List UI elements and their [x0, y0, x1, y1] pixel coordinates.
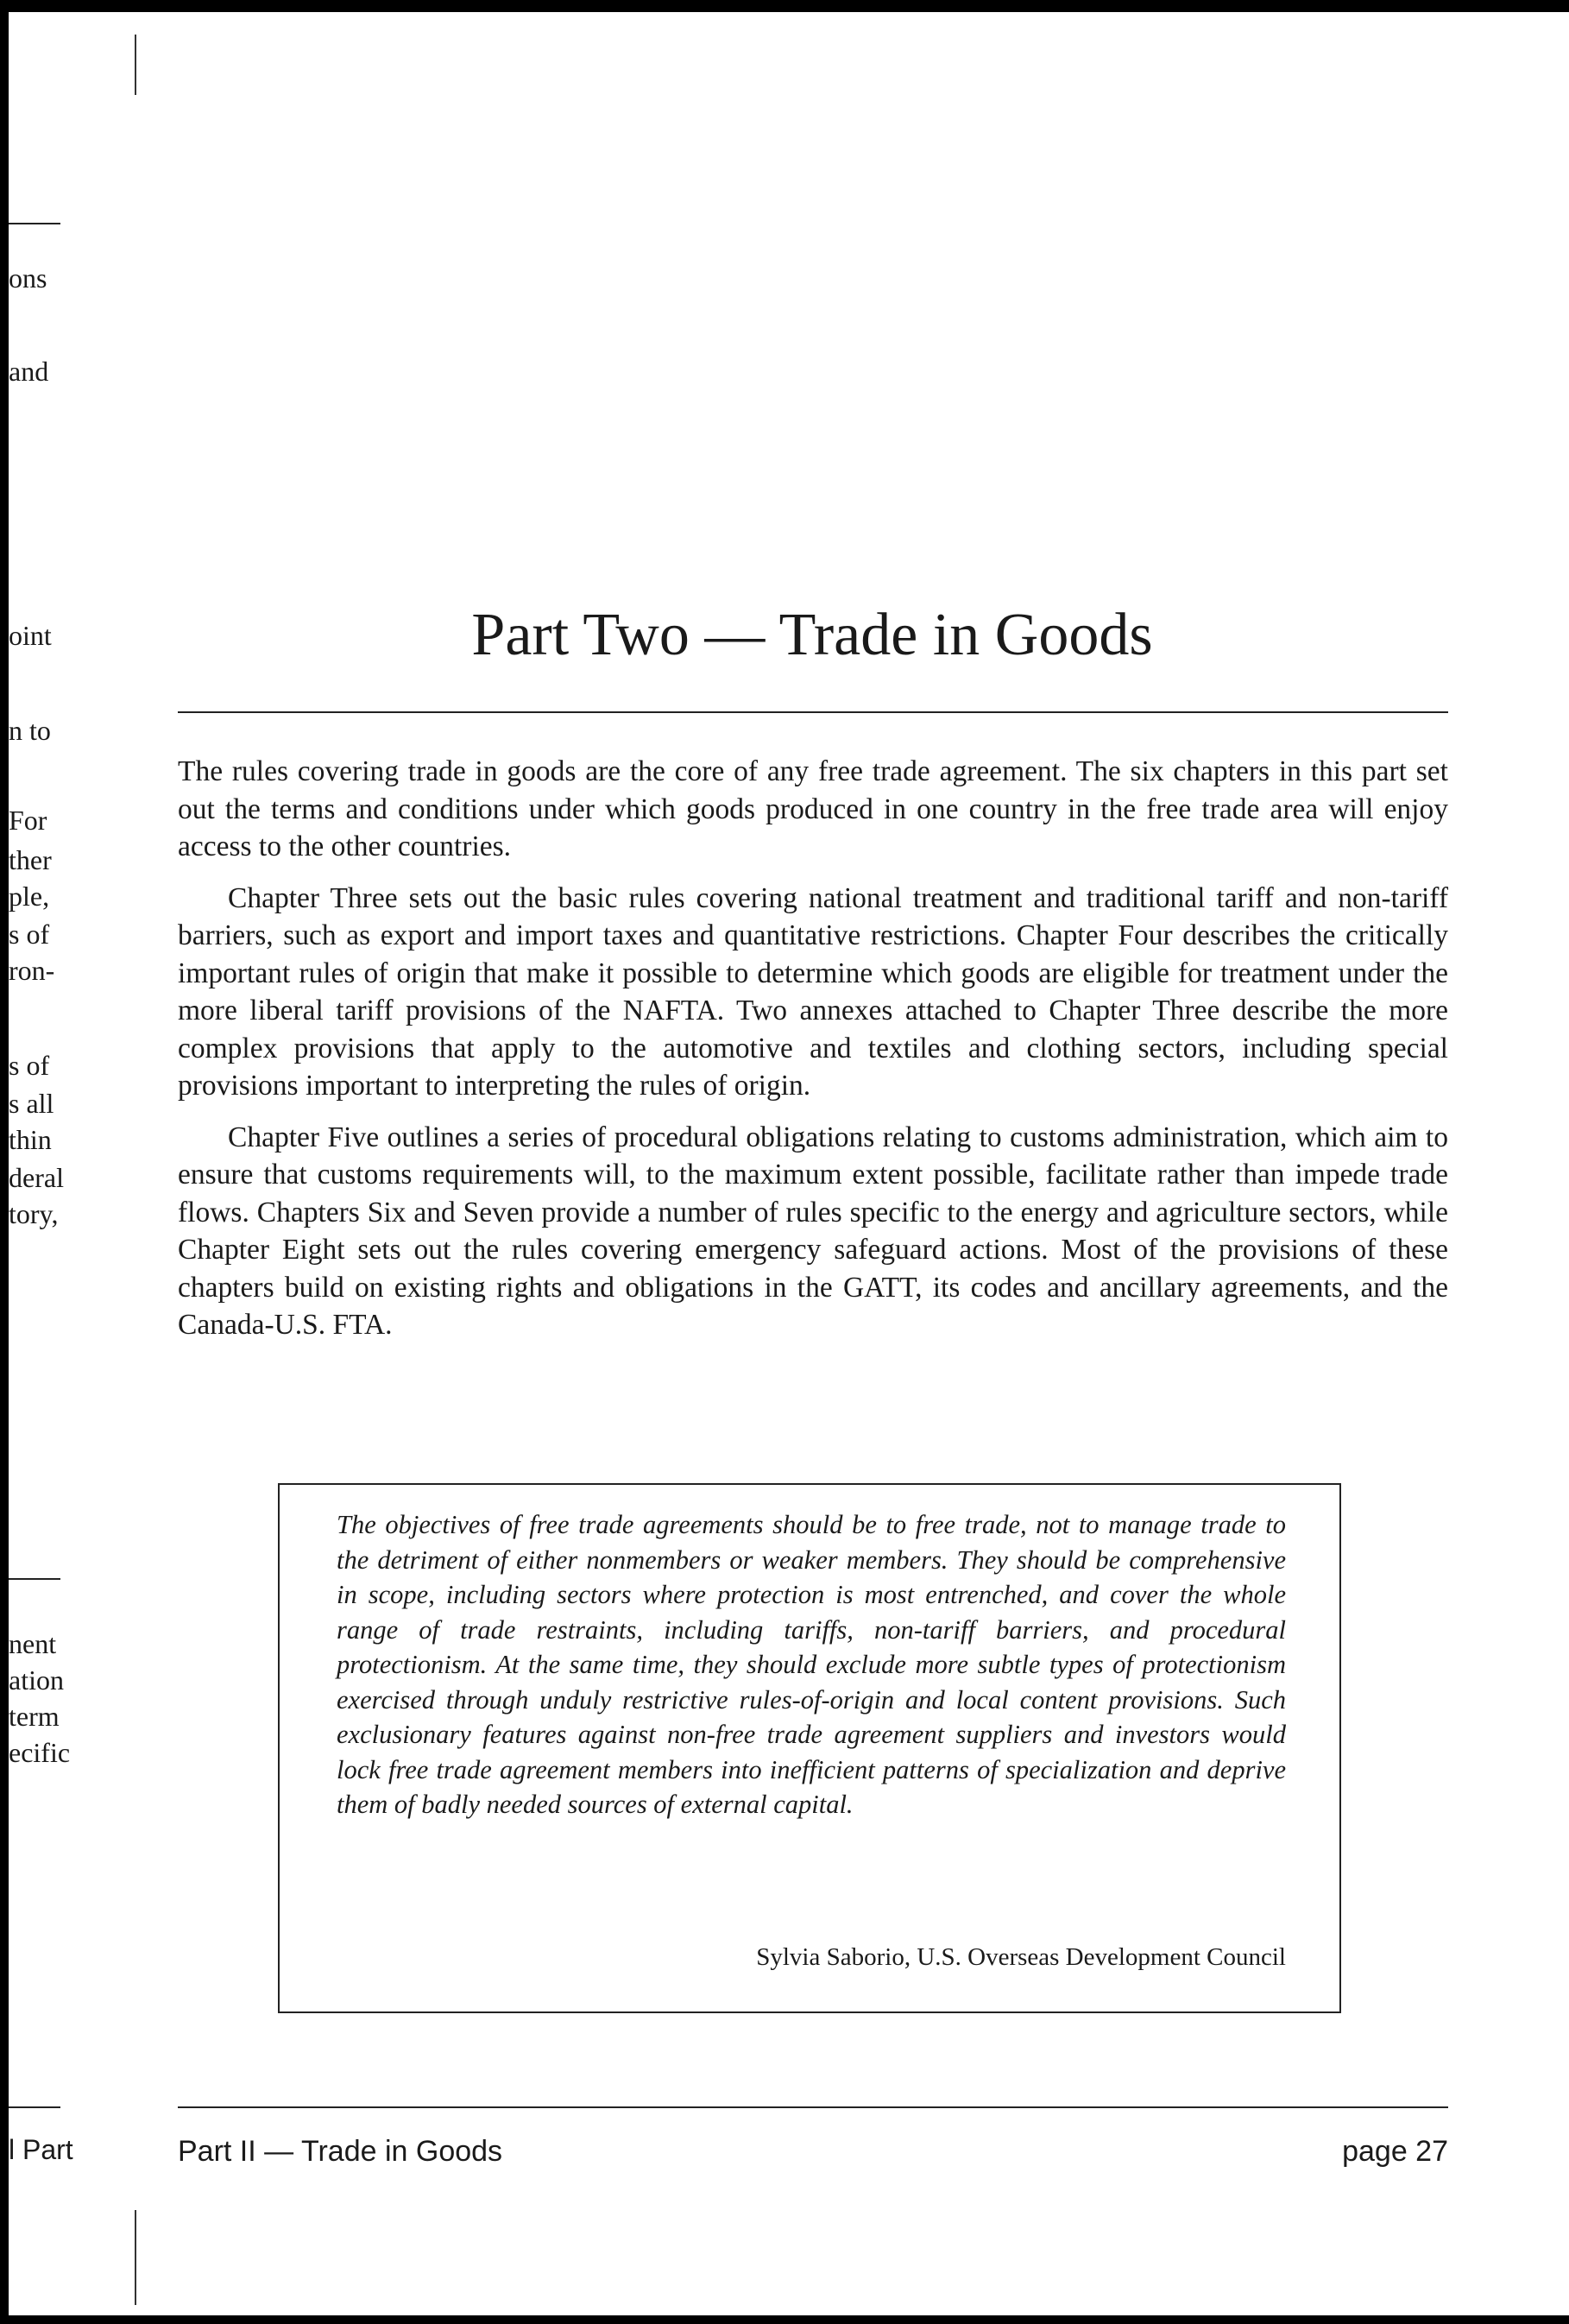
facing-page-rule: [9, 223, 60, 224]
facing-page-fragment: deral: [9, 1162, 64, 1193]
facing-page-rule: [9, 1578, 60, 1580]
facing-page-fragment: l Part: [9, 2134, 73, 2165]
facing-page-fragment: ron-: [9, 955, 55, 986]
facing-page-fragment: s of: [9, 1050, 50, 1081]
quote-text: The objectives of free trade agreements should be to free trade, not to manage trade to the detriment of either nonmembers or weaker members. They should be comprehensive in scope, including sectors where protection is most entrenched, and cover the whole range of trade restraints, including tariffs, non-tariff barriers, and procedural protectionism. At the same time, they should exclude more subtle types of protectionism exercised through unduly restrictive rules-of-origin and local content provisions. Such exclusionary features against non-free trade agreement suppliers and investors would lock free trade agreement members into inefficient patterns of specialization and deprive them of badly needed sources of external capital.: [337, 1510, 1286, 1819]
facing-page-fragment: ple,: [9, 881, 50, 912]
facing-page-fragment: ons: [9, 262, 47, 294]
body-paragraph: Chapter Five outlines a series of procedural obligations relating to customs administration, which aim to ensure that customs requirements will, to the maximum extent possible, facilitate rather than impede trade flows. Chapters Six and Seven provide a number of rules specific to the energy and agriculture sectors, while Chapter Eight sets out the rules covering emergency safeguard actions. Most of the provisions of these chapters build on existing rights and obligations in the GATT, its codes and ancillary agreements, and the Canada-U.S. FTA.: [178, 1121, 1448, 1341]
body-text: [178, 753, 1448, 1358]
facing-page-fragment: n to: [9, 715, 51, 746]
body-paragraph: The rules covering trade in goods are the core of any free trade agreement. The six chapters in this part set out the terms and conditions under which goods produced in one country in the free trade area will enjoy access to the other countries.: [178, 755, 1448, 862]
footer-section-label: Part II — Trade in Goods: [178, 2135, 503, 2168]
scan-bottom-border: [0, 2315, 1569, 2324]
page-number: page 27: [1342, 2135, 1448, 2168]
quote-attribution: Sylvia Saborio, U.S. Overseas Development Council: [756, 1943, 1286, 1971]
facing-page-fragment: thin: [9, 1124, 52, 1155]
scan-left-border: [0, 12, 9, 2315]
facing-page-rule: [9, 2106, 60, 2108]
footer-divider: [178, 2106, 1448, 2108]
scan-top-border: [0, 0, 1569, 12]
facing-page-fragment: s all: [9, 1088, 54, 1119]
facing-page-fragment: term: [9, 1701, 60, 1732]
facing-page-fragment: s of: [9, 919, 50, 950]
body-paragraph: Chapter Three sets out the basic rules covering national treatment and traditional tariff and non-tariff barriers, such as export and import taxes and quantitative restrictions. Chapter Four describes the critically important rules of origin that make it possible to determine which goods are eligible for treatment under the more liberal tariff provisions of the NAFTA. Two annexes attached to Chapter Three describe the more complex provisions that apply to the automotive and textiles and clothing sectors, including special provisions important to interpreting the rules of origin.: [178, 881, 1448, 1102]
facing-page-fragment: ther: [9, 844, 52, 875]
page-title: Part Two — Trade in Goods: [471, 602, 1153, 668]
facing-page-fragment: ecific: [9, 1737, 71, 1768]
title-divider: [178, 711, 1448, 713]
spine-mark-bottom: [135, 2210, 136, 2305]
facing-page-fragment: For: [9, 805, 47, 836]
facing-page-fragment: oint: [9, 620, 52, 651]
quote-box: [278, 1483, 1341, 2013]
facing-page-fragment: tory,: [9, 1198, 59, 1229]
facing-page-fragment: and: [9, 356, 49, 387]
facing-page-fragment: nent: [9, 1628, 57, 1659]
spine-mark-top: [135, 35, 136, 95]
facing-page-fragment: ation: [9, 1664, 64, 1696]
